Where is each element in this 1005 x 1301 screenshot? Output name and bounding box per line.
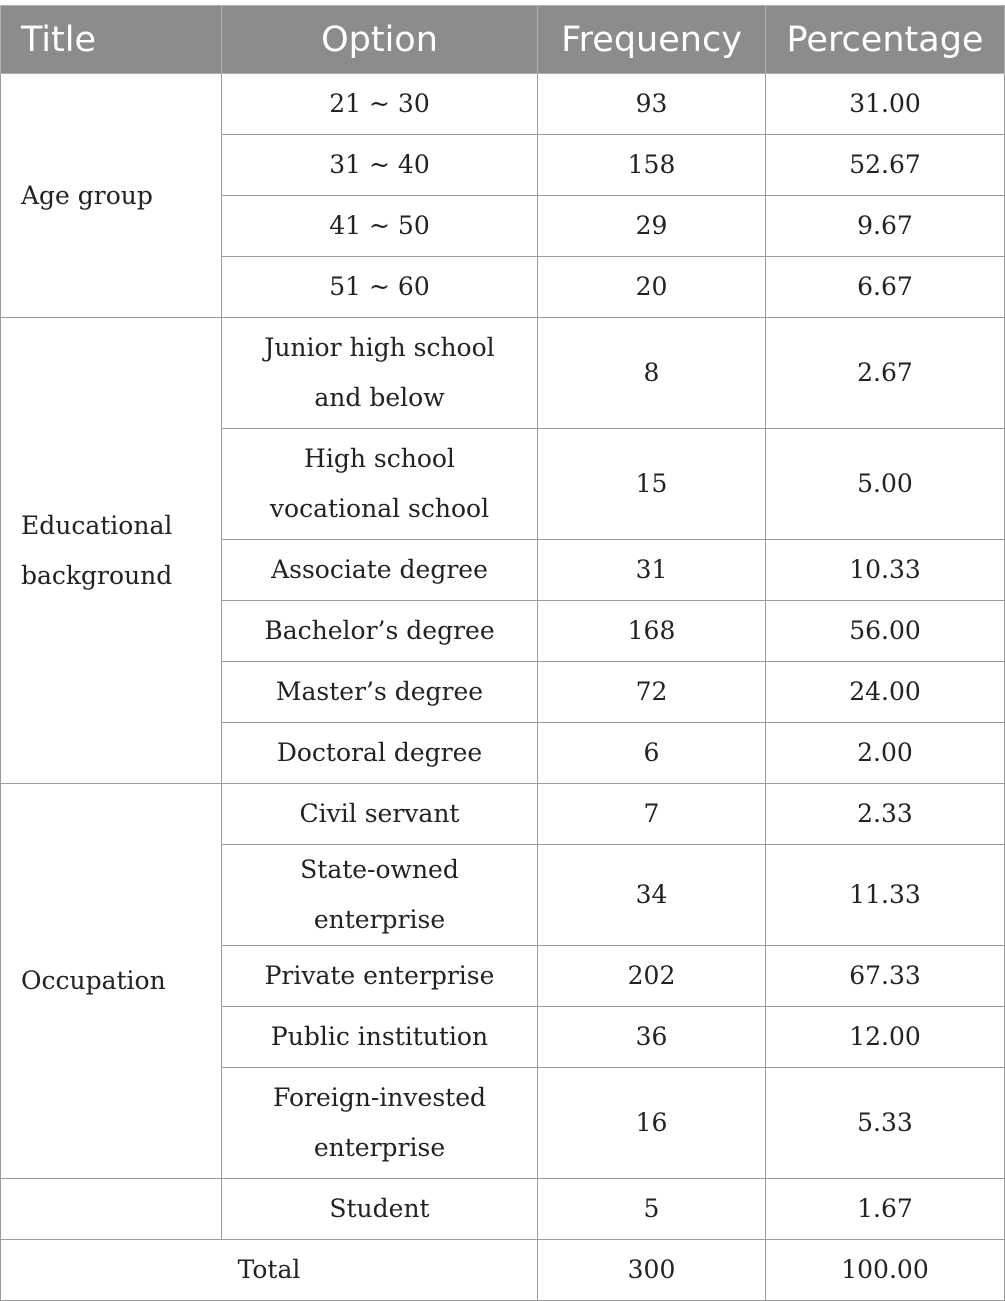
percentage-cell: 10.33 [766, 540, 1005, 601]
frequency-cell: 6 [538, 723, 766, 784]
option-cell: State-owned enterprise [222, 845, 538, 946]
table-row [1, 318, 1005, 429]
header-option: Option [222, 6, 538, 74]
header-percentage: Percentage [766, 6, 1005, 74]
frequency-cell: 34 [538, 845, 766, 946]
percentage-cell: 67.33 [766, 946, 1005, 1007]
percentage-cell: 2.33 [766, 784, 1005, 845]
frequency-cell: 29 [538, 196, 766, 257]
demographics-table [0, 5, 1005, 1301]
header-title: Title [1, 6, 222, 74]
option-cell: High school vocational school [222, 429, 538, 540]
group-label-occupation: Occupation [1, 784, 222, 1179]
group-label-other [1, 1179, 222, 1240]
total-percentage: 100.00 [766, 1240, 1005, 1301]
option-cell: 31 ~ 40 [222, 135, 538, 196]
table-row [1, 74, 1005, 135]
total-frequency: 300 [538, 1240, 766, 1301]
percentage-cell: 11.33 [766, 845, 1005, 946]
total-row [1, 1240, 1005, 1301]
group-label-age: Age group [1, 74, 222, 318]
table-row [1, 1179, 1005, 1240]
header-frequency: Frequency [538, 6, 766, 74]
frequency-cell: 7 [538, 784, 766, 845]
percentage-cell: 12.00 [766, 1007, 1005, 1068]
frequency-cell: 31 [538, 540, 766, 601]
frequency-cell: 168 [538, 601, 766, 662]
frequency-cell: 36 [538, 1007, 766, 1068]
frequency-cell: 158 [538, 135, 766, 196]
frequency-cell: 20 [538, 257, 766, 318]
option-cell: Public institution [222, 1007, 538, 1068]
option-cell: Associate degree [222, 540, 538, 601]
percentage-cell: 31.00 [766, 74, 1005, 135]
frequency-cell: 15 [538, 429, 766, 540]
percentage-cell: 5.33 [766, 1068, 1005, 1179]
percentage-cell: 9.67 [766, 196, 1005, 257]
frequency-cell: 8 [538, 318, 766, 429]
header-row [1, 6, 1005, 74]
percentage-cell: 5.00 [766, 429, 1005, 540]
option-cell: Student [222, 1179, 538, 1240]
percentage-cell: 2.67 [766, 318, 1005, 429]
option-cell: Foreign-invested enterprise [222, 1068, 538, 1179]
percentage-cell: 6.67 [766, 257, 1005, 318]
option-cell: Doctoral degree [222, 723, 538, 784]
frequency-cell: 202 [538, 946, 766, 1007]
option-cell: Master’s degree [222, 662, 538, 723]
percentage-cell: 1.67 [766, 1179, 1005, 1240]
frequency-cell: 5 [538, 1179, 766, 1240]
total-label: Total [1, 1240, 538, 1301]
option-cell: Civil servant [222, 784, 538, 845]
frequency-cell: 72 [538, 662, 766, 723]
option-cell: Private enterprise [222, 946, 538, 1007]
table-row [1, 784, 1005, 845]
option-cell: 21 ~ 30 [222, 74, 538, 135]
percentage-cell: 56.00 [766, 601, 1005, 662]
percentage-cell: 52.67 [766, 135, 1005, 196]
frequency-cell: 16 [538, 1068, 766, 1179]
option-cell: 41 ~ 50 [222, 196, 538, 257]
frequency-cell: 93 [538, 74, 766, 135]
percentage-cell: 24.00 [766, 662, 1005, 723]
group-label-education: Educational background [1, 318, 222, 784]
option-cell: 51 ~ 60 [222, 257, 538, 318]
option-cell: Bachelor’s degree [222, 601, 538, 662]
percentage-cell: 2.00 [766, 723, 1005, 784]
option-cell: Junior high school and below [222, 318, 538, 429]
